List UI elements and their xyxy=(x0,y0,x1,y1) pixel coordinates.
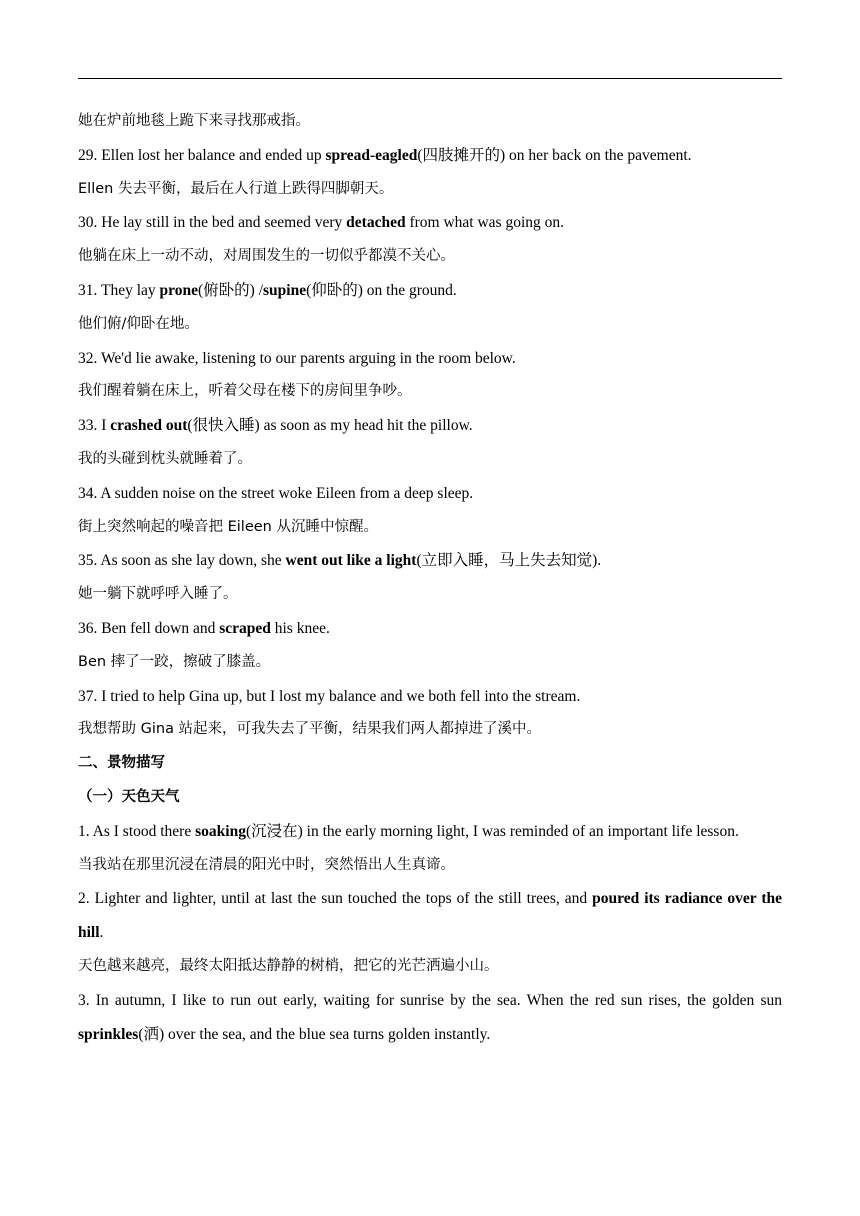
text-run: 3. In autumn, I like to run out early, waiting for sunrise by the sea. When the red sun rises, the golden sun xyxy=(78,991,782,1009)
english-sentence xyxy=(78,544,782,578)
text-run: 36. Ben fell down and xyxy=(78,619,220,637)
text-run: Ellen 失去平衡，最后在人行道上跌得四脚朝天。 xyxy=(78,180,394,197)
bold-phrase: soaking xyxy=(195,822,246,840)
text-run: 我的头碰到枕头就睡着了。 xyxy=(78,450,252,467)
english-sentence xyxy=(78,342,782,376)
english-sentence xyxy=(78,612,782,646)
text-run: 30. He lay still in the bed and seemed very xyxy=(78,214,347,232)
text-run: 他们俯/仰卧在地。 xyxy=(78,315,199,332)
text-run: （一）天色天气 xyxy=(78,788,180,805)
english-sentence xyxy=(78,274,782,308)
text-run: 33. I xyxy=(78,417,111,435)
english-sentence xyxy=(78,984,782,1052)
bold-phrase: spread-eagled xyxy=(325,146,418,164)
bold-phrase: detached xyxy=(346,214,406,232)
text-run: 2. Lighter and lighter, until at last the sun touched the tops of the still trees, and xyxy=(78,890,593,908)
text-run: 35. As soon as she lay down, she xyxy=(78,552,286,570)
bold-phrase: went out like a light xyxy=(285,552,417,570)
text-run: 她一躺下就呼呼入睡了。 xyxy=(78,586,238,603)
text-run: 二、景物描写 xyxy=(78,755,165,772)
text-run: 他躺在床上一动不动，对周围发生的一切似乎都漠不关心。 xyxy=(78,248,455,265)
chinese-translation xyxy=(78,105,782,139)
english-sentence xyxy=(78,139,782,173)
text-run: 我们醒着躺在床上，听着父母在楼下的房间里争吵。 xyxy=(78,383,412,400)
chinese-translation xyxy=(78,443,782,477)
text-run: 我想帮助 Gina 站起来，可我失去了平衡，结果我们两人都掉进了溪中。 xyxy=(78,721,542,738)
text-run: (很快入睡) as soon as my head hit the pillow. xyxy=(187,417,473,435)
english-sentence xyxy=(78,409,782,443)
text-run: (仰卧的) on the ground. xyxy=(306,281,457,299)
chinese-translation xyxy=(78,511,782,545)
text-run: (沉浸在) in the early morning light, I was reminded of an important life lesson. xyxy=(245,822,739,840)
chinese-translation xyxy=(78,713,782,747)
english-sentence xyxy=(78,815,782,849)
text-run: his knee. xyxy=(270,619,330,637)
text-run: (四肢摊开的) on her back on the pavement. xyxy=(417,146,692,164)
chinese-translation xyxy=(78,173,782,207)
text-run: 31. They lay xyxy=(78,281,160,299)
bold-phrase: scraped xyxy=(219,619,271,637)
header-rule xyxy=(78,78,782,79)
text-run: . xyxy=(99,924,104,942)
chinese-translation xyxy=(78,950,782,984)
chinese-translation xyxy=(78,240,782,274)
text-run: 32. We'd lie awake, listening to our parents arguing in the room below. xyxy=(78,349,516,367)
text-run: 当我站在那里沉浸在清晨的阳光中时，突然悟出人生真谛。 xyxy=(78,856,455,873)
english-sentence xyxy=(78,680,782,714)
chinese-translation xyxy=(78,646,782,680)
text-run: from what was going on. xyxy=(405,214,565,232)
bold-phrase: crashed out xyxy=(110,417,188,435)
text-run: 37. I tried to help Gina up, but I lost my balance and we both fell into the stream. xyxy=(78,687,581,705)
chinese-translation xyxy=(78,849,782,883)
section-heading xyxy=(78,781,782,815)
text-run: 1. As I stood there xyxy=(78,822,196,840)
text-run: (洒) over the sea, and the blue sea turns golden instantly. xyxy=(138,1025,491,1043)
document-body xyxy=(78,105,782,1051)
bold-phrase: supine xyxy=(263,281,307,299)
text-run: 她在炉前地毯上跪下来寻找那戒指。 xyxy=(78,113,310,129)
english-sentence xyxy=(78,206,782,240)
text-run: 街上突然响起的噪音把 Eileen 从沉睡中惊醒。 xyxy=(78,518,378,535)
bold-phrase: prone xyxy=(159,281,198,299)
chinese-translation xyxy=(78,578,782,612)
english-sentence xyxy=(78,477,782,511)
section-heading xyxy=(78,747,782,781)
text-run: 29. Ellen lost her balance and ended up xyxy=(78,146,326,164)
chinese-translation xyxy=(78,375,782,409)
text-run: (俯卧的) / xyxy=(198,281,264,299)
english-sentence xyxy=(78,882,782,950)
text-run: 天色越来越亮，最终太阳抵达静静的树梢，把它的光芒洒遍小山。 xyxy=(78,957,499,974)
text-run: (立即入睡，马上失去知觉). xyxy=(416,552,602,570)
chinese-translation xyxy=(78,308,782,342)
text-run: 34. A sudden noise on the street woke Eileen from a deep sleep. xyxy=(78,484,474,502)
bold-phrase: sprinkles xyxy=(78,1025,139,1043)
bold-phrase: poured its radiance over the hill xyxy=(78,890,782,942)
text-run: Ben 摔了一跤，擦破了膝盖。 xyxy=(78,653,271,670)
